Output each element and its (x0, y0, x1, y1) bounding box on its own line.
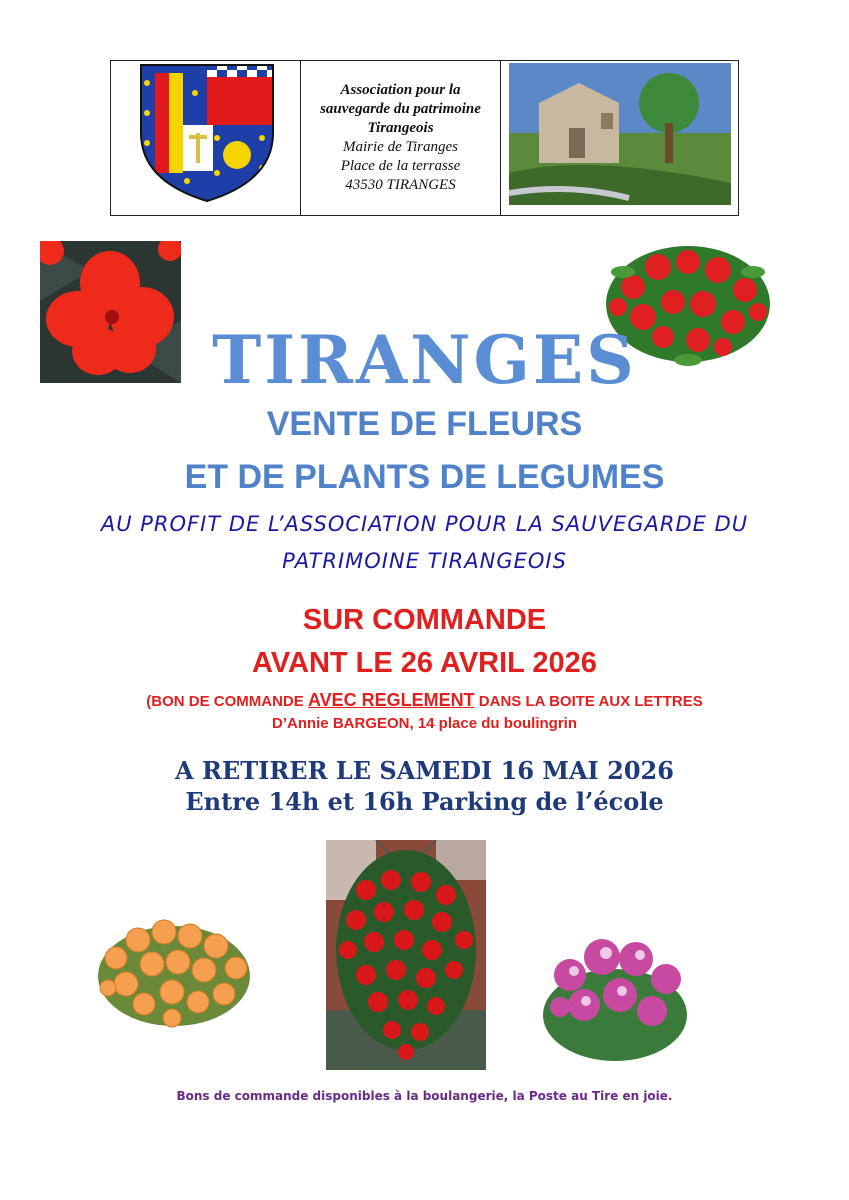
header-table (110, 60, 739, 216)
orange-petunia-image (96, 918, 252, 1030)
footer-note: Bons de commande disponibles à la boulangerie, la Poste au Tire en joie. (176, 1089, 673, 1103)
assoc-name-line1: Association pour la (340, 82, 461, 98)
pickup-time-place: Entre 14h et 16h Parking de l’école (185, 787, 664, 816)
pink-geranium-image (540, 935, 690, 1063)
order-note-line2: D’Annie BARGEON, 14 place du boulingrin (271, 715, 578, 732)
crest-cell (111, 61, 301, 215)
subtitle-line1: VENTE DE FLEURS (266, 405, 583, 443)
profit-line2: PATRIMOINE TIRANGEOIS (282, 549, 567, 573)
association-address-cell (301, 61, 501, 215)
coat-of-arms-icon (137, 63, 277, 203)
church-photo-cell (501, 61, 738, 215)
church-painting-image (509, 63, 731, 205)
order-line1: SUR COMMANDE (302, 604, 547, 636)
order-note-prefix: (BON DE COMMANDE (146, 693, 308, 710)
assoc-name-line3: Tirangeois (367, 120, 434, 136)
page-title: TIRANGES (212, 321, 637, 399)
profit-line1: AU PROFIT DE L’ASSOCIATION POUR LA SAUVEGARDE DU (100, 512, 749, 536)
address-text: Place de la terrasse (340, 158, 461, 174)
city-text: 43530 TIRANGES (345, 177, 456, 193)
assoc-name-line2: sauvegarde du patrimoine (320, 101, 481, 117)
order-deadline: AVANT LE 26 AVRIL 2026 (252, 647, 597, 679)
pickup-date: A RETIRER LE SAMEDI 16 MAI 2026 (175, 756, 674, 785)
order-note-suffix: DANS LA BOITE AUX LETTRES (474, 693, 703, 710)
order-note-line1 (0, 689, 849, 713)
subtitle-line2: ET DE PLANTS DE LEGUMES (184, 458, 665, 496)
order-note-emphasis: AVEC REGLEMENT (307, 690, 475, 710)
hanging-basket-photo (326, 840, 486, 1070)
mairie-text: Mairie de Tiranges (343, 139, 458, 155)
